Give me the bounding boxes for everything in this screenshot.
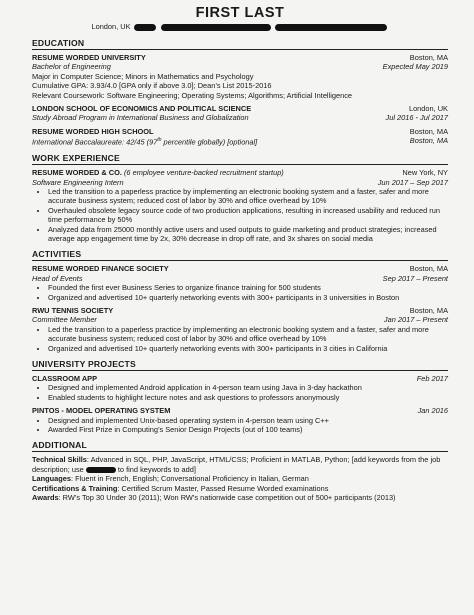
org-location: Boston, MA (409, 306, 448, 315)
redacted-phone (134, 24, 156, 31)
date: Boston, MA (409, 136, 448, 146)
bullet: • Enabled students to highlight lecture notes and ask questions to professors anonymously (48, 393, 448, 402)
bullet-list (32, 383, 448, 402)
project-name: PINTOS - MODEL OPERATING SYSTEM (32, 406, 171, 416)
section-title-additional: ADDITIONAL (32, 440, 448, 452)
org-name: RWU TENNIS SOCIETY (32, 306, 114, 315)
contact-line (32, 22, 448, 32)
bullet: • Organized and advertised 10+ quarterly networking events with 300+ participants in 3 cities in California (48, 344, 448, 353)
org-location: New York, NY (402, 168, 448, 178)
edu-detail: Major in Computer Science; Minors in Mathematics and Psychology (32, 71, 254, 81)
project-name: CLASSROOM APP (32, 374, 98, 384)
education-entry (32, 53, 448, 100)
skills-line: Technical Skills: Advanced in SQL, PHP, JavaScript, HTML/CSS; Proficient in MATLAB, Python; [add keywords from the job description; use to find keywords to add] (32, 455, 441, 474)
org-location: Boston, MA (409, 53, 448, 62)
org-name: RESUME WORDED FINANCE SOCIETY (32, 264, 169, 274)
ib-score: International Baccalaureate: 42/45 (97th percentile globally) [optional] (32, 137, 258, 147)
bullet: • Designed and implemented Unix-based operating system in 4-person team using C++ (48, 416, 448, 425)
candidate-name: FIRST LAST (195, 5, 285, 21)
bullet: • Designed and implemented Android application in 4-person team using Java in 3-day hackathon (48, 383, 448, 392)
role: Head of Events (32, 273, 83, 283)
edu-detail: Cumulative GPA: 3.93/4.0 [GPA only if above 3.0]; Dean’s List 2015-2016 (32, 81, 272, 91)
activity-entry (32, 306, 448, 353)
languages-line: Languages: Fluent in French, English; Conversational Proficiency in Italian, German (32, 474, 309, 484)
role: Committee Member (32, 315, 97, 325)
org-location: London, UK (408, 104, 448, 114)
bullet: • Led the transition to a paperless practice by implementing an electronic booking system and a faster, safer and more accurate business system; reduced cost of labor by 30% and office overhead by 10% (48, 187, 448, 206)
edu-detail: Relevant Coursework: Software Engineering; Operating Systems; Algorithms; Artificial Intelligence (32, 90, 352, 100)
project-entry (32, 374, 448, 402)
education-entry (32, 127, 448, 147)
bullet: • Awarded First Prize in Computing’s Senior Design Projects (out of 100 teams) (48, 425, 448, 434)
job-title: Software Engineering Intern (32, 177, 124, 187)
bullet: • Founded the first ever Business Series to organize finance training for 500 students (48, 283, 448, 292)
program: Study Abroad Program in International Business and Globalization (32, 113, 249, 123)
project-entry (32, 406, 448, 434)
section-title-education: EDUCATION (32, 38, 448, 50)
activities-section (32, 249, 448, 353)
education-entry (32, 104, 448, 123)
additional-section (32, 440, 448, 502)
projects-section (32, 359, 448, 434)
org-name: RESUME WORDED HIGH SCHOOL (32, 126, 154, 136)
section-title-work: WORK EXPERIENCE (32, 153, 448, 165)
redacted-link (86, 467, 116, 473)
bullet: • Organized and advertised 10+ quarterly networking events with 300+ participants in 3 universities in Boston (48, 293, 448, 302)
degree: Bachelor of Engineering (32, 62, 111, 72)
org-name: LONDON SCHOOL OF ECONOMICS AND POLITICAL SCIENCE (32, 104, 252, 114)
org-location: Boston, MA (409, 264, 448, 274)
awards-line: Awards: RW’s Top 30 Under 30 (2011); Won RW’s nationwide case competition out of 500+ participants (2013) (32, 493, 396, 503)
bullet: • Led the transition to a paperless practice by implementing an electronic booking system and a faster, safer and more accurate business system; reduced cost of labor by 30% and office overhead by 10% (48, 325, 448, 344)
date: Expected May 2019 (382, 62, 448, 72)
redacted-email (161, 24, 271, 31)
redacted-linkedin (275, 24, 387, 31)
date: Jun 2017 – Sep 2017 (377, 177, 448, 187)
activity-entry (32, 264, 448, 302)
org-name: RESUME WORDED & CO. (32, 168, 122, 178)
org-name: RESUME WORDED UNIVERSITY (32, 53, 146, 62)
date: Jul 2016 - Jul 2017 (385, 113, 448, 123)
section-title-projects: UNIVERSITY PROJECTS (32, 359, 448, 371)
org-note: (6 employee venture-backed recruitment startup) (121, 168, 284, 178)
work-entry (32, 168, 448, 243)
bullet-list (32, 283, 448, 302)
bullet: • Analyzed data from 25000 monthly active users and used outputs to guide marketing and product strategies; increased average app engagement time by 2x, 30% decrease in drop off rate, and 3x shares on social media (48, 225, 448, 244)
section-title-activities: ACTIVITIES (32, 249, 448, 261)
contact-location: London, UK (91, 22, 131, 31)
date: Jan 2017 – Present (383, 315, 448, 325)
bullet: • Overhauled obsolete legacy source code of two production applications, resulting in increased usability and reduced run time performance by 50% (48, 206, 448, 225)
date: Sep 2017 – Present (382, 273, 448, 283)
work-section (32, 153, 448, 243)
bullet-list (32, 416, 448, 435)
bullet-list (32, 187, 448, 243)
date: Feb 2017 (416, 374, 448, 384)
date: Jan 2016 (417, 406, 448, 416)
education-section (32, 38, 448, 147)
org-location: Boston, MA (409, 126, 448, 136)
bullet-list (32, 325, 448, 353)
certifications-line: Certifications & Training: Certified Scrum Master, Passed Resume Worded examinations (32, 483, 329, 493)
